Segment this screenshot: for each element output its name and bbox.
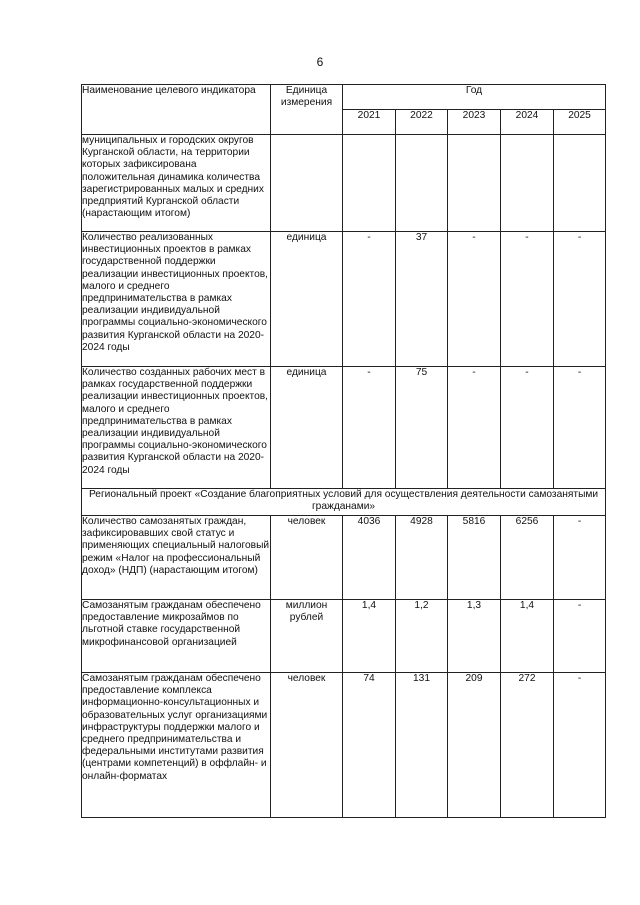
value-2022: 75 <box>396 367 448 489</box>
indicator-unit: единица <box>271 367 343 489</box>
table-row <box>82 516 606 600</box>
table-row <box>82 600 606 673</box>
indicator-unit: человек <box>271 673 343 818</box>
value-2022: 37 <box>396 232 448 367</box>
header-year-2021: 2021 <box>343 110 396 135</box>
indicators-table <box>81 84 606 818</box>
header-year-2024: 2024 <box>501 110 554 135</box>
indicator-name: Количество созданных рабочих мест в рамках государственной поддержки реализации инвестиционных проектов, малого и среднего предпринимательства в рамках реализации индивидуальной программы социально-экономического развития Курганской области на 2020-2024 годы <box>82 367 271 489</box>
value-2024: 1,4 <box>501 600 554 673</box>
value-2024: 6256 <box>501 516 554 600</box>
value-2024: - <box>501 232 554 367</box>
indicator-name: Количество самозанятых граждан, зафиксировавших свой статус и применяющих специальный налоговый режим «Налог на профессиональный доход» (НДП) (нарастающим итогом) <box>82 516 271 600</box>
value-2023: - <box>448 232 501 367</box>
header-unit: Единица измерения <box>271 85 343 135</box>
value-2021: 1,4 <box>343 600 396 673</box>
regional-project-title: Региональный проект «Создание благоприятных условий для осуществления деятельности самозанятыми гражданами» <box>82 489 606 516</box>
table-row <box>82 232 606 367</box>
header-row <box>82 85 606 110</box>
table-row <box>82 367 606 489</box>
value-2021: - <box>343 232 396 367</box>
value-2025: - <box>554 673 606 818</box>
indicator-name: муниципальных и городских округов Курганской области, на территории которых зафиксирована положительная динамика количества зарегистрированных малых и средних предприятий Курганской области (нарастающим итогом) <box>82 135 271 232</box>
indicator-name: Количество реализованных инвестиционных проектов в рамках государственной поддержки реализации инвестиционных проектов, малого и среднего предпринимательства в рамках реализации индивидуальной программы социально-экономического развития Курганской области на 2020-2024 годы <box>82 232 271 367</box>
header-indicator-name: Наименование целевого индикатора <box>82 85 271 135</box>
indicator-unit: миллион рублей <box>271 600 343 673</box>
value-2023: 5816 <box>448 516 501 600</box>
indicator-name: Самозанятым гражданам обеспечено предоставление микрозаймов по льготной ставке государственной микрофинансовой организацией <box>82 600 271 673</box>
value-2021: - <box>343 367 396 489</box>
value-2024: 272 <box>501 673 554 818</box>
header-year-2022: 2022 <box>396 110 448 135</box>
value-2025: - <box>554 600 606 673</box>
indicator-unit <box>271 135 343 232</box>
value-2025: - <box>554 232 606 367</box>
value-2025: - <box>554 516 606 600</box>
value-2022: 131 <box>396 673 448 818</box>
indicator-unit: единица <box>271 232 343 367</box>
value-2023 <box>448 135 501 232</box>
table-row <box>82 673 606 818</box>
page-number: 6 <box>316 55 324 69</box>
value-2025 <box>554 135 606 232</box>
indicator-name: Самозанятым гражданам обеспечено предоставление комплекса информационно-консультационных и образовательных услуг организациями инфраструктуры поддержки малого и среднего предпринимательства и федеральными институтами развития (центрами компетенций) в оффлайн- и онлайн-форматах <box>82 673 271 818</box>
value-2023: 1,3 <box>448 600 501 673</box>
value-2021 <box>343 135 396 232</box>
indicator-unit: человек <box>271 516 343 600</box>
value-2025: - <box>554 367 606 489</box>
table-row <box>82 135 606 232</box>
value-2022: 4928 <box>396 516 448 600</box>
value-2022 <box>396 135 448 232</box>
value-2024: - <box>501 367 554 489</box>
header-year-2023: 2023 <box>448 110 501 135</box>
value-2021: 4036 <box>343 516 396 600</box>
value-2021: 74 <box>343 673 396 818</box>
value-2024 <box>501 135 554 232</box>
value-2022: 1,2 <box>396 600 448 673</box>
section-row <box>82 489 606 516</box>
header-year: Год <box>343 85 606 110</box>
header-year-2025: 2025 <box>554 110 606 135</box>
value-2023: 209 <box>448 673 501 818</box>
value-2023: - <box>448 367 501 489</box>
